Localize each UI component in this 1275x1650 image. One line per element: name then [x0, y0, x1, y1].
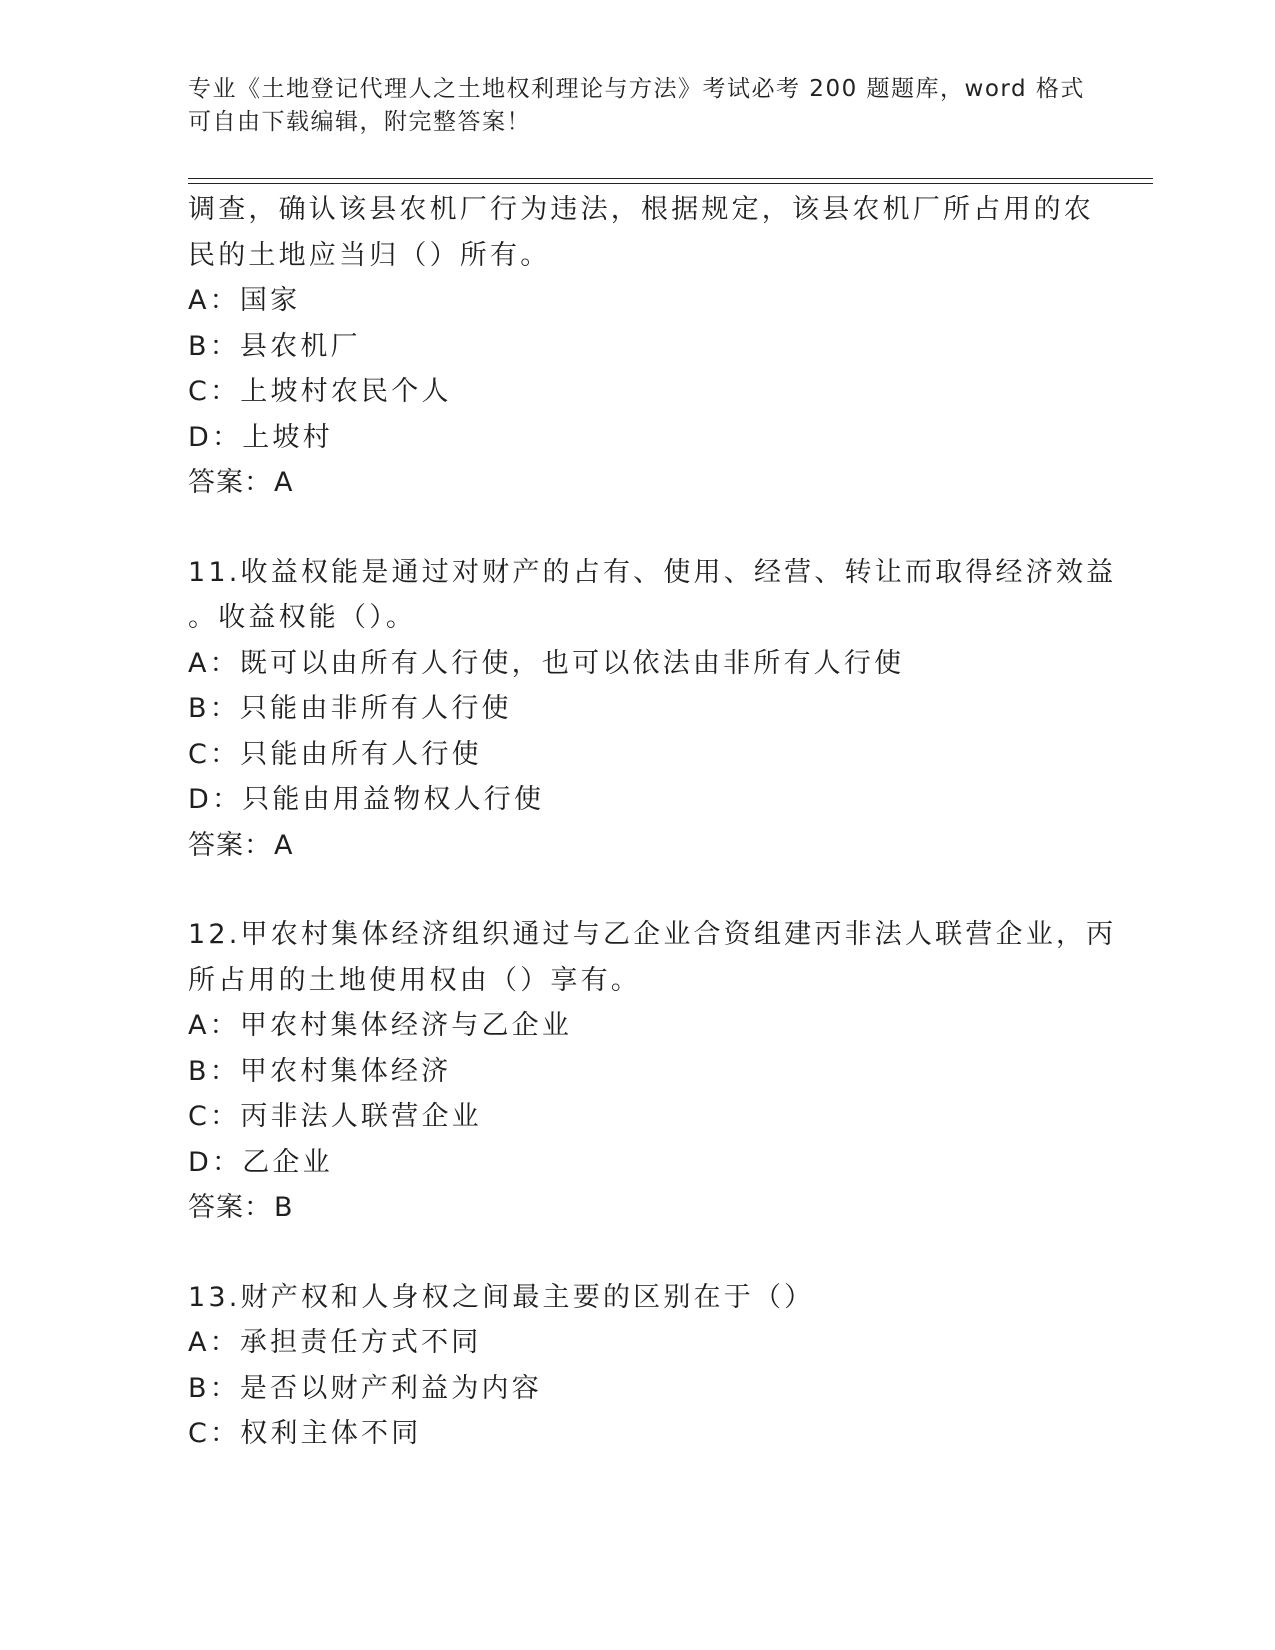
option-c: C：上坡村农民个人 [188, 376, 452, 407]
answer-line [188, 460, 1088, 506]
question-spacer [188, 1231, 1088, 1275]
option-b: B：是否以财产利益为内容 [188, 1372, 542, 1404]
option-c: C：只能由所有人行使 [188, 738, 482, 770]
answer-line [188, 823, 1088, 869]
answer-label: 答案： [188, 467, 272, 498]
option-b: B：县农机厂 [188, 330, 361, 362]
answer-value: A [274, 829, 294, 861]
question-stem-line: 调查，确认该县农机厂行为违法，根据规定，该县农机厂所占用的农 [188, 194, 1094, 225]
option-b: B：甲农村集体经济 [188, 1055, 452, 1087]
question-list [188, 187, 1117, 1457]
option-a: A：甲农村集体经济与乙企业 [188, 1010, 573, 1041]
question-stem-line: 12.甲农村集体经济组织通过与乙企业合资组建丙非法人联营企业，丙 [188, 919, 1117, 950]
question-block [188, 550, 1117, 869]
header-divider-bottom [188, 183, 1153, 184]
answer-value: B [274, 1192, 294, 1223]
question-block [188, 912, 1117, 1231]
answer-line [188, 1185, 1088, 1231]
option-d: D：只能由用益物权人行使 [188, 784, 545, 815]
option-a: A：承担责任方式不同 [188, 1327, 482, 1358]
header-divider-top [188, 178, 1153, 179]
question-spacer [188, 506, 1088, 550]
answer-label: 答案： [188, 1192, 272, 1223]
question-stem-line: 13.财产权和人身权之间最主要的区别在于（） [188, 1281, 815, 1313]
header-line-1: 专业《土地登记代理人之土地权利理论与方法》考试必考 200 题题库，word 格式 [188, 76, 1085, 102]
question-block [188, 1275, 1088, 1457]
answer-value: A [274, 467, 294, 498]
option-d: D：乙企业 [188, 1146, 333, 1178]
option-b: B：只能由非所有人行使 [188, 693, 512, 724]
question-stem-line: 。收益权能（）。 [188, 602, 417, 633]
option-a: A：既可以由所有人行使，也可以依法由非所有人行使 [188, 647, 905, 679]
document-header [188, 73, 1088, 139]
option-c: C：权利主体不同 [188, 1418, 422, 1449]
answer-label: 答案： [188, 829, 272, 861]
option-a: A：国家 [188, 285, 301, 316]
option-c: C：丙非法人联营企业 [188, 1101, 482, 1132]
question-spacer [188, 868, 1088, 912]
question-stem-line: 11.收益权能是通过对财产的占有、使用、经营、转让而取得经济效益 [188, 556, 1117, 588]
question-block [188, 187, 1094, 506]
question-stem-line: 民的土地应当归（）所有。 [188, 239, 551, 271]
header-line-2: 可自由下载编辑，附完整答案！ [188, 109, 531, 135]
option-d: D：上坡村 [188, 421, 333, 453]
question-stem-line: 所占用的土地使用权由（）享有。 [188, 964, 641, 996]
